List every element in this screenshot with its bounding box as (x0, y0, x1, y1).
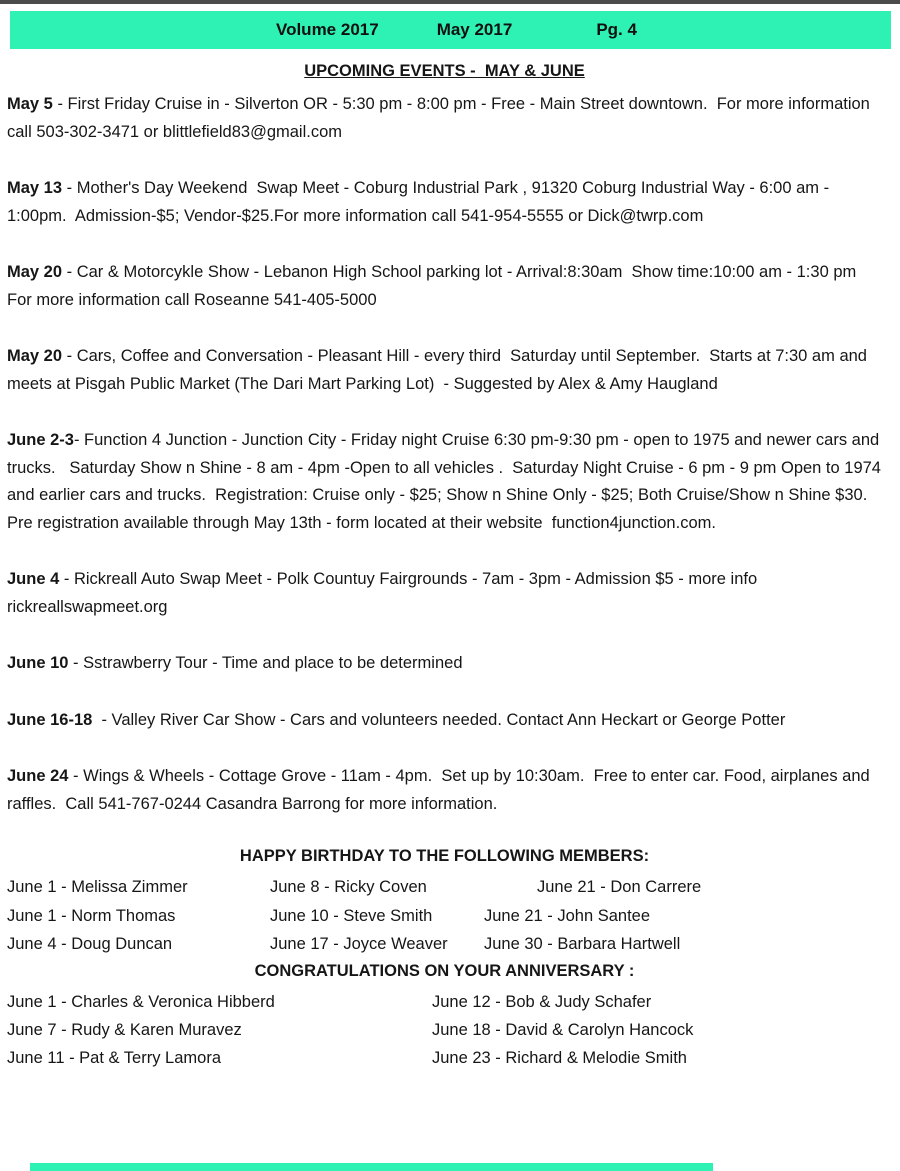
page-content (7, 62, 886, 1072)
event-paragraph (7, 175, 882, 230)
top-border-strip (0, 0, 900, 4)
event-date: May 20 (7, 347, 63, 365)
events-list (7, 91, 886, 818)
birthday-entry: June 4 - Doug Duncan (7, 935, 173, 953)
event-date: June 4 (7, 570, 60, 588)
event-paragraph (7, 427, 886, 537)
event-date: June 16-18 (7, 710, 93, 729)
event-paragraph (7, 343, 882, 398)
event-paragraph (7, 763, 882, 818)
birthday-entry: June 30 - Barbara Hartwell (484, 935, 681, 953)
birthday-entry: June 21 - Don Carrere (537, 878, 702, 896)
event-paragraph (7, 566, 882, 621)
birthday-entry: June 21 - John Santee (484, 906, 651, 925)
birthdays-section-title: HAPPY BIRTHDAY TO THE FOLLOWING MEMBERS: (239, 847, 650, 865)
anniversary-entry: June 7 - Rudy & Karen Muravez (7, 1020, 242, 1039)
bottom-border-strip (30, 1163, 713, 1171)
birthday-entry: June 17 - Joyce Weaver (270, 935, 448, 953)
anniversaries-list (7, 988, 882, 1072)
event-date: June 10 (7, 654, 69, 672)
header-month: May 2017 (436, 20, 513, 39)
event-text: - Mother's Day Weekend Swap Meet - Coburg Industrial Park , 91320 Coburg Industrial Way - 6:00 am - 1:00pm. Admission-$5; Vendor-$25.For more information call 541-954-5555 or Dick@twrp.com (7, 179, 834, 225)
event-text: - Cars, Coffee and Conversation - Pleasant Hill - every third Saturday until September. Starts at 7:30 am and meets at Pisgah Public Market (The Dari Mart Parking Lot) - Suggested by Alex & Amy Haugland (7, 347, 872, 393)
anniversary-entry: June 18 - David & Carolyn Hancock (432, 1020, 694, 1039)
event-date: June 2-3 (7, 431, 74, 449)
anniversary-entry: June 11 - Pat & Terry Lamora (7, 1048, 221, 1067)
birthday-entry: June 8 - Ricky Coven (270, 878, 427, 896)
event-text: - Sstrawberry Tour - Time and place to be determined (68, 654, 463, 672)
anniversary-entry: June 12 - Bob & Judy Schafer (432, 992, 652, 1011)
event-paragraph (7, 650, 882, 678)
birthday-entry: June 1 - Melissa Zimmer (7, 878, 188, 896)
event-text: - Function 4 Junction - Junction City - Friday night Cruise 6:30 pm-9:30 pm - open to 1975 and newer cars and trucks. Saturday Show n Shine - 8 am - 4pm -Open to all vehicles . Saturday Night Cruise - 6 pm - 9 pm Open to 1974 and earlier cars and trucks. Registration: Cruise only - $25; Show n Shine Only - $25; Both Cruise/Show n Shine $30. Pre registration available through May 13th - form located at their website function4junction.com. (7, 431, 886, 532)
events-section-title: UPCOMING EVENTS - MAY & JUNE (304, 62, 585, 80)
birthday-entry: June 1 - Norm Thomas (7, 906, 176, 925)
event-text: - Rickreall Auto Swap Meet - Polk Countuy Fairgrounds - 7am - 3pm - Admission $5 - more info rickreallswapmeet.org (7, 570, 762, 616)
event-date: May 5 (7, 95, 53, 113)
birthdays-list (7, 873, 882, 959)
event-text: - Car & Motorcykle Show - Lebanon High School parking lot - Arrival:8:30am Show time:10:00 am - 1:30 pm For more information call Roseanne 541-405-5000 (7, 263, 866, 309)
header-volume: Volume 2017 (276, 20, 379, 39)
event-paragraph (7, 259, 882, 314)
anniversary-entry: June 1 - Charles & Veronica Hibberd (7, 992, 275, 1011)
event-date: May 20 (7, 263, 63, 281)
event-paragraph (7, 91, 882, 146)
event-date: May 13 (7, 179, 63, 197)
event-date: June 24 (7, 767, 69, 785)
header-banner (10, 11, 891, 49)
event-text: - Wings & Wheels - Cottage Grove - 11am - 4pm. Set up by 10:30am. Free to enter car. Food, airplanes and raffles. Call 541-767-0244 Casandra Barrong for more information. (7, 767, 875, 813)
anniversaries-section-title: CONGRATULATIONS ON YOUR ANNIVERSARY : (254, 961, 635, 980)
header-page-number: Pg. 4 (596, 20, 637, 39)
event-text: - Valley River Car Show - Cars and volunteers needed. Contact Ann Heckart or George Potter (92, 710, 786, 729)
birthday-entry: June 10 - Steve Smith (270, 906, 433, 925)
event-text: - First Friday Cruise in - Silverton OR - 5:30 pm - 8:00 pm - Free - Main Street downtown. For more information call 503-302-3471 or blittlefield83@gmail.com (7, 95, 875, 141)
event-paragraph (7, 707, 882, 735)
anniversary-entry: June 23 - Richard & Melodie Smith (432, 1048, 687, 1067)
